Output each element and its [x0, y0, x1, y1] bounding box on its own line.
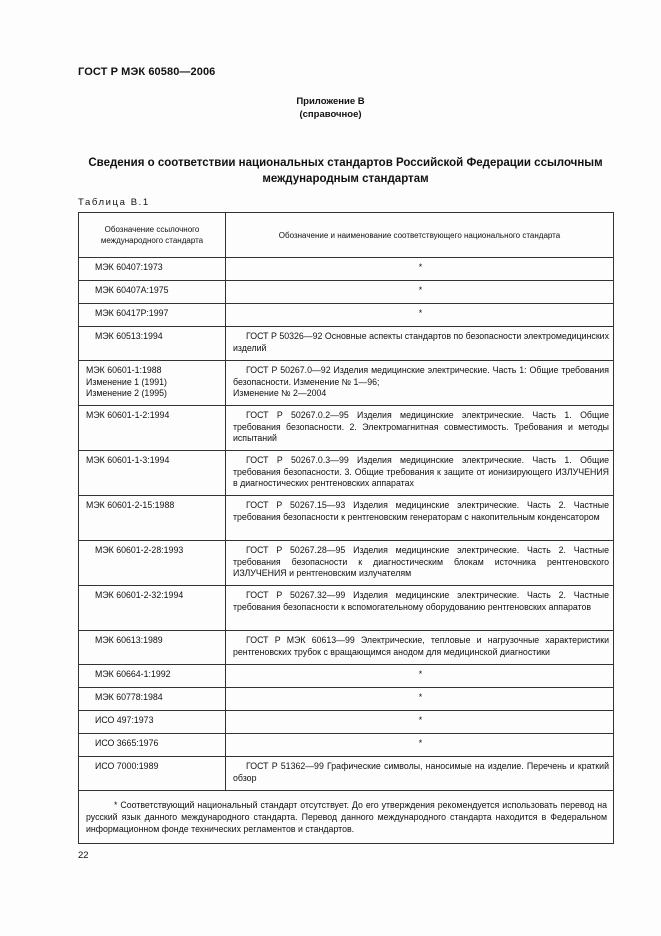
table-row [79, 665, 614, 688]
national-standard-cell: * [226, 281, 614, 304]
standard-code-cell: МЭК 60664-1:1992 [79, 665, 226, 688]
national-standard-cell: ГОСТ Р 51362—99 Графические символы, наносимые на изделие. Перечень и краткий обзор [226, 757, 614, 791]
national-standard-cell: * [226, 665, 614, 688]
table-header-row [79, 213, 614, 258]
national-standard-cell: ГОСТ Р 50267.15—93 Изделия медицинские электрические. Часть 2. Частные требования безопасности к рентгеновским генераторам с накопительным конденсатором [226, 496, 614, 541]
column-header-national: Обозначение и наименование соответствующего национального стандарта [226, 213, 614, 258]
standard-code-cell: ИСО 7000:1989 [79, 757, 226, 791]
table-row [79, 541, 614, 586]
section-title: Сведения о соответствии национальных стандартов Российской Федерации ссылочным международным стандартам [88, 157, 603, 185]
column-header-international: Обозначение ссылочного международного стандарта [79, 213, 226, 258]
national-standard-cell: * [226, 258, 614, 281]
correspondence-table [78, 212, 614, 844]
standard-code-cell: МЭК 60601-2-28:1993 [79, 541, 226, 586]
national-standard-cell: ГОСТ Р 50267.0—92 Изделия медицинские электрические. Часть 1: Общие требования безопасности. Изменение № 1—96; Изменение № 2—2004 [226, 361, 614, 406]
standard-code-cell: МЭК 60407:1973 [79, 258, 226, 281]
standard-code-cell: ИСО 497:1973 [79, 711, 226, 734]
table-row [79, 406, 614, 451]
national-standard-cell: ГОСТ Р 50267.28—95 Изделия медицинские электрические. Часть 2. Частные требования безопасности к диагностическим блокам источника рентгеновского ИЗЛУЧЕНИЯ и рентгеновским излучателям [226, 541, 614, 586]
national-standard-cell: ГОСТ Р 50267.32—99 Изделия медицинские электрические. Часть 2. Частные требования безопасности к вспомогательному оборудованию рентгеновских аппаратов [226, 586, 614, 631]
national-standard-cell: ГОСТ Р 50267.0.2—95 Изделия медицинские электрические. Часть 1. Общие требования безопасности. 2. Электромагнитная совместимость. Требования и методы испытаний [226, 406, 614, 451]
standard-code-cell: МЭК 60601-1-3:1994 [79, 451, 226, 496]
table-body [79, 258, 614, 791]
standard-code-cell: МЭК 60601-1-2:1994 [79, 406, 226, 451]
national-standard-cell: * [226, 688, 614, 711]
standard-code-cell: МЭК 60613:1989 [79, 631, 226, 665]
table-row [79, 304, 614, 327]
table-row [79, 757, 614, 791]
standard-code-cell: МЭК 60417Р:1997 [79, 304, 226, 327]
table-row [79, 258, 614, 281]
page-number: 22 [78, 850, 89, 861]
table-row [79, 361, 614, 406]
standard-code-cell: МЭК 60778:1984 [79, 688, 226, 711]
national-standard-cell: ГОСТ Р 50326—92 Основные аспекты стандартов по безопасности электромедицинских изделий [226, 327, 614, 361]
table-row [79, 496, 614, 541]
table-row [79, 586, 614, 631]
table-row [79, 281, 614, 304]
standard-code-cell: МЭК 60601-1:1988 Изменение 1 (1991) Изменение 2 (1995) [79, 361, 226, 406]
table-row [79, 734, 614, 757]
standard-code-cell: ИСО 3665:1976 [79, 734, 226, 757]
standard-code-cell: МЭК 60513:1994 [79, 327, 226, 361]
standard-code-cell: МЭК 60407А:1975 [79, 281, 226, 304]
table-row [79, 631, 614, 665]
national-standard-cell: ГОСТ Р МЭК 60613—99 Электрические, тепловые и нагрузочные характеристики рентгеновских трубок с вращающимся анодом для медицинской диагностики [226, 631, 614, 665]
annex-title: Приложение В [296, 96, 365, 107]
national-standard-cell: * [226, 304, 614, 327]
table-row [79, 451, 614, 496]
table-row [79, 327, 614, 361]
standard-code-cell: МЭК 60601-2-32:1994 [79, 586, 226, 631]
document-header: ГОСТ Р МЭК 60580—2006 [78, 66, 216, 78]
annex-subtitle: (справочное) [299, 109, 362, 120]
table-row [79, 688, 614, 711]
national-standard-cell: * [226, 734, 614, 757]
footnote: * Соответствующий национальный стандарт отсутствует. До его утверждения рекомендуется использовать перевод на русский язык данного международного стандарта. Перевод данного международного стандарта находится в Федеральном информационном фонде технических регламентов и стандартов. [79, 791, 614, 844]
national-standard-cell: ГОСТ Р 50267.0.3—99 Изделия медицинские электрические. Часть 1. Общие требования безопасности. 3. Общие требования к защите от ионизирующего ИЗЛУЧЕНИЯ в диагностических рентгеновских аппаратах [226, 451, 614, 496]
national-standard-cell: * [226, 711, 614, 734]
standard-code-cell: МЭК 60601-2-15:1988 [79, 496, 226, 541]
footnote-row [79, 791, 614, 844]
table-row [79, 711, 614, 734]
table-label: Таблица В.1 [78, 197, 150, 208]
